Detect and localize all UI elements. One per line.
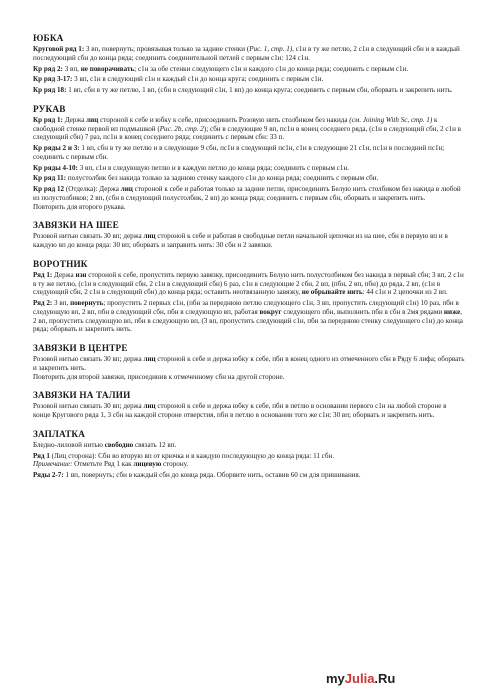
paragraph: Кр ряд 3-17: 3 вп, с1н в следующий с1н и каждый с1н до конца круга; соединить с первым с1н. bbox=[33, 75, 324, 84]
section-title-sleeve: РУКАВ bbox=[33, 103, 66, 114]
section-sleeve bbox=[33, 104, 465, 212]
paragraph: Бледно-лиловой нитью свободно связать 12 вп. bbox=[33, 440, 177, 449]
paragraph: Кр ряд 18: 1 вп, сбн в ту же петлю, 1 вп, (сбн в следующий с1н, 1 вп) до конца круга; соединить с первым сбн, оборвать и закрепить нить. bbox=[33, 86, 453, 94]
paragraph: Розовой нитью связать 30 вп; держа лиц стороной к себе и работая в свободные петли начальной цепочки из на шее, сбн в первую вп и в каждую вп до конца ряда: 30 вп; оборвать и заправить нить: 30 сбн и 2 завязки. bbox=[33, 232, 448, 249]
section-title-waist-ties: ЗАВЯЗКИ НА ТАЛИИ bbox=[33, 390, 131, 401]
watermark-prefix: my bbox=[326, 671, 345, 686]
document-page bbox=[33, 33, 465, 482]
section-waist-ties bbox=[33, 390, 465, 420]
paragraph: Ряды 2-7: 1 вп, повернуть; сбн в каждый сбн до конца ряда. Оборвите нить, оставив 60 см для пришивания. bbox=[33, 471, 361, 479]
watermark-suffix: .Ru bbox=[374, 671, 396, 686]
paragraph: Кр ряд 12 (Отделка): Держа лиц стороной к себе и работая только за задние петли, присоединить Белую нить столбиком без накида в любой из полустолбиков; 2 вп, (сбн в следующий полустолбик, 2 вп) до конца ряда; соединить с первым сбн, оборвать и закрепить нить. bbox=[33, 185, 461, 202]
section-neck-ties bbox=[33, 220, 465, 250]
section-skirt bbox=[33, 33, 465, 95]
paragraph: Кр ряд 11: полустолбик без накида только за заднюю стенку каждого с1н до конца ряда; соединить с первым сбн. bbox=[33, 174, 379, 183]
section-title-patch: ЗАПЛАТКА bbox=[33, 428, 86, 439]
section-title-skirt: ЮБКА bbox=[33, 33, 64, 43]
paragraph: Розовой нитью связать 30 вп; держа лиц стороной к себе и держа юбку к себе, пбн в петлю в основании первого с1н на любой стороне в конце Кругового ряда 1, 3 сбн на каждой стороне отверстия, пбн в петлю в основании того же с1н; 30 вп; оборвать и закрепить нить. bbox=[33, 402, 447, 419]
paragraph: Кр ряд 1: Держа лиц стороной к себе и юбку к себе, присоединить Розовую нить столбиком без накида (см. Joining With Sc, стр. 1) к свободной стенке первой вп подмышкой (Рис. 2b, стр. 2); сбн в следующие 9 вп, пс1н в конец соседнего ряда, (с1н в следующий сбн, 2 с1н в следующий сбн) 7 раз, пс1н в конец соседнего ряда; соединить с первым сбн: 33 п. bbox=[33, 115, 462, 142]
site-watermark bbox=[326, 670, 486, 690]
paragraph: Кр ряды 2 и 3: 1 вп, сбн в ту же петлю и в следующие 9 сбн, пс1н в следующий пс1н, с1н в следующие 21 с1н, пс1н в последний пс1н; соединить с первым сбн. bbox=[33, 144, 445, 161]
watermark-brand: Julia bbox=[344, 671, 375, 686]
paragraph: Кр ряд 2: 3 вп, не поворачивать; с1н за обе стенки следующего с1н и каждого с1н до конца ряда; соединить с первым с1н. bbox=[33, 64, 409, 73]
section-title-neck-ties: ЗАВЯЗКИ НА ШЕЕ bbox=[33, 220, 119, 231]
paragraph: Повторить для второй завязки, присоединив к отмеченному сбн на другой стороне. bbox=[33, 372, 285, 381]
paragraph: Примечание: Отметьте Ряд 1 как лицевую сторону. bbox=[33, 460, 189, 469]
section-title-center-ties: ЗАВЯЗКИ В ЦЕНТРЕ bbox=[33, 343, 128, 353]
paragraph: Розовой нитью связать 30 вп; держа лиц стороной к себе и держа юбку к себе, пбн в конец одного из отмеченного сбн в Ряду 6 лифа; оборвать и закрепить нить. bbox=[33, 355, 465, 372]
paragraph: Ряд 1 (Лиц сторона): Сбн во вторую вп от крючка и в каждую последующую до конца ряда: 11 сбн. bbox=[33, 451, 335, 460]
paragraph: Повторить для второго рукава. bbox=[33, 202, 126, 211]
paragraph: Ряд 2: 3 вп, повернуть; пропустить 2 первых с1н, (пбн за переднюю петлю следующего с1н, 3 вп, пропустить следующий с1н) 10 раз, пбн в следующую вп, 2 вп, пбн в следующий сбн, пбн в следующую вп, работая вокруг следующего пбн, выполнить пбн в сбн в 2мя рядами ниже, 2 вп, пропустить следующую вп, пбн в следующую вп, (3 вп, пропустить следующий с1н, пбн за переднюю стенку следующего с1н) до конца ряда; оборвать и закрепить нить. bbox=[33, 299, 463, 334]
paragraph: Ряд 1: Держа изн стороной к себе, пропустить первую завязку, присоединить Белую нить полустолбиком без накида в первый сбн; 3 вп, 2 с1н в ту же петлю, (с1н в следующий сбн, 2 с1н в следующий сбн) 6 раз, с1н в следующие 2 сбн, 2 вп, (пбн, 2 вп, пбн) до ряда, 2 вп, (с1н в следующий сбн, 2 с1н в следующий сбн) до конца ряда; оставить неотвязанную завязку, не обрывайте нить: 44 с1н и 2 цепочки из 2 вп. bbox=[33, 270, 464, 297]
paragraph: Кр ряды 4-10: 3 вп, с1н в следующую петлю и в каждую петлю до конца ряда; соединить с первым с1н. bbox=[33, 163, 350, 172]
section-patch bbox=[33, 429, 465, 480]
section-collar bbox=[33, 259, 465, 334]
section-center-ties bbox=[33, 343, 465, 381]
section-title-collar: ВОРОТНИК bbox=[33, 258, 88, 269]
paragraph: Круговой ряд 1: 3 вп, повернуть; провязывая только за задние стенки (Рис. 1, стр. 1), с1н в ту же петлю, 2 с1н в следующий сбн и в каждый последующий сбн до конца ряда; соединить соединительной петлей с первым с1н: 124 с1н. bbox=[33, 45, 460, 62]
